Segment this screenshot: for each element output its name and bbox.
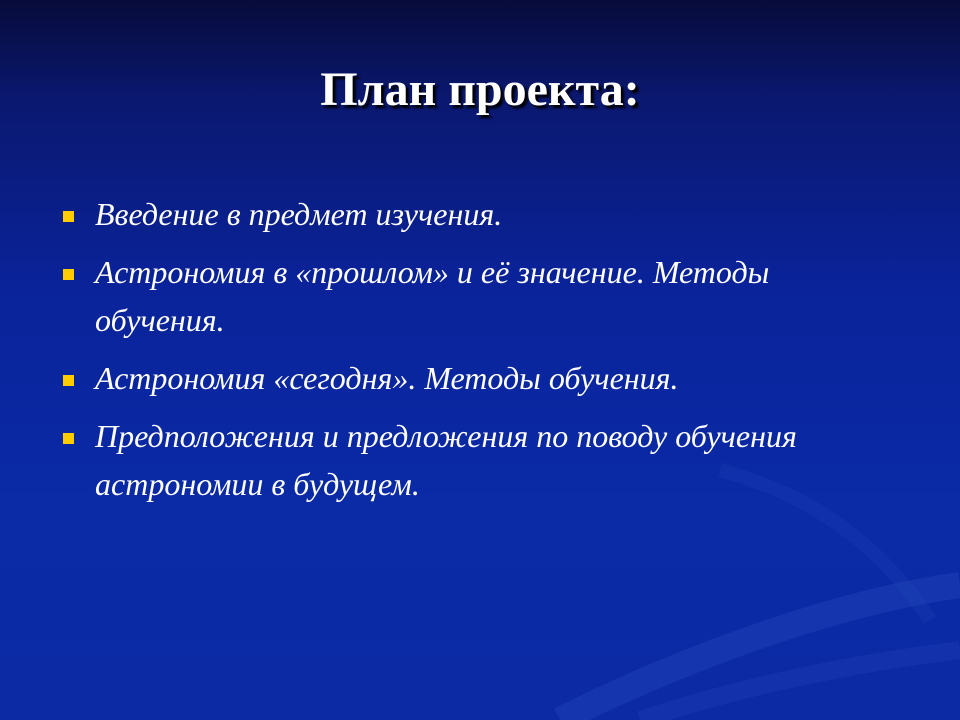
bullet-item — [58, 248, 878, 344]
bullet-text: Предположения и предложения по поводу обучения астрономии в будущем. — [95, 418, 797, 502]
bullet-item — [58, 412, 878, 508]
bullet-item — [58, 354, 878, 402]
bullet-square-icon — [63, 211, 74, 222]
slide-title: План проекта: — [320, 63, 640, 116]
bullet-square-icon — [63, 433, 74, 444]
bullet-item — [58, 190, 878, 238]
bullet-square-icon — [63, 269, 74, 280]
bullet-list — [58, 190, 878, 518]
bullet-text: Введение в предмет изучения. — [95, 196, 503, 232]
bullet-text: Астрономия «сегодня». Методы обучения. — [95, 360, 679, 396]
bullet-square-icon — [63, 375, 74, 386]
bullet-text: Астрономия в «прошлом» и её значение. Методы обучения. — [95, 254, 770, 338]
